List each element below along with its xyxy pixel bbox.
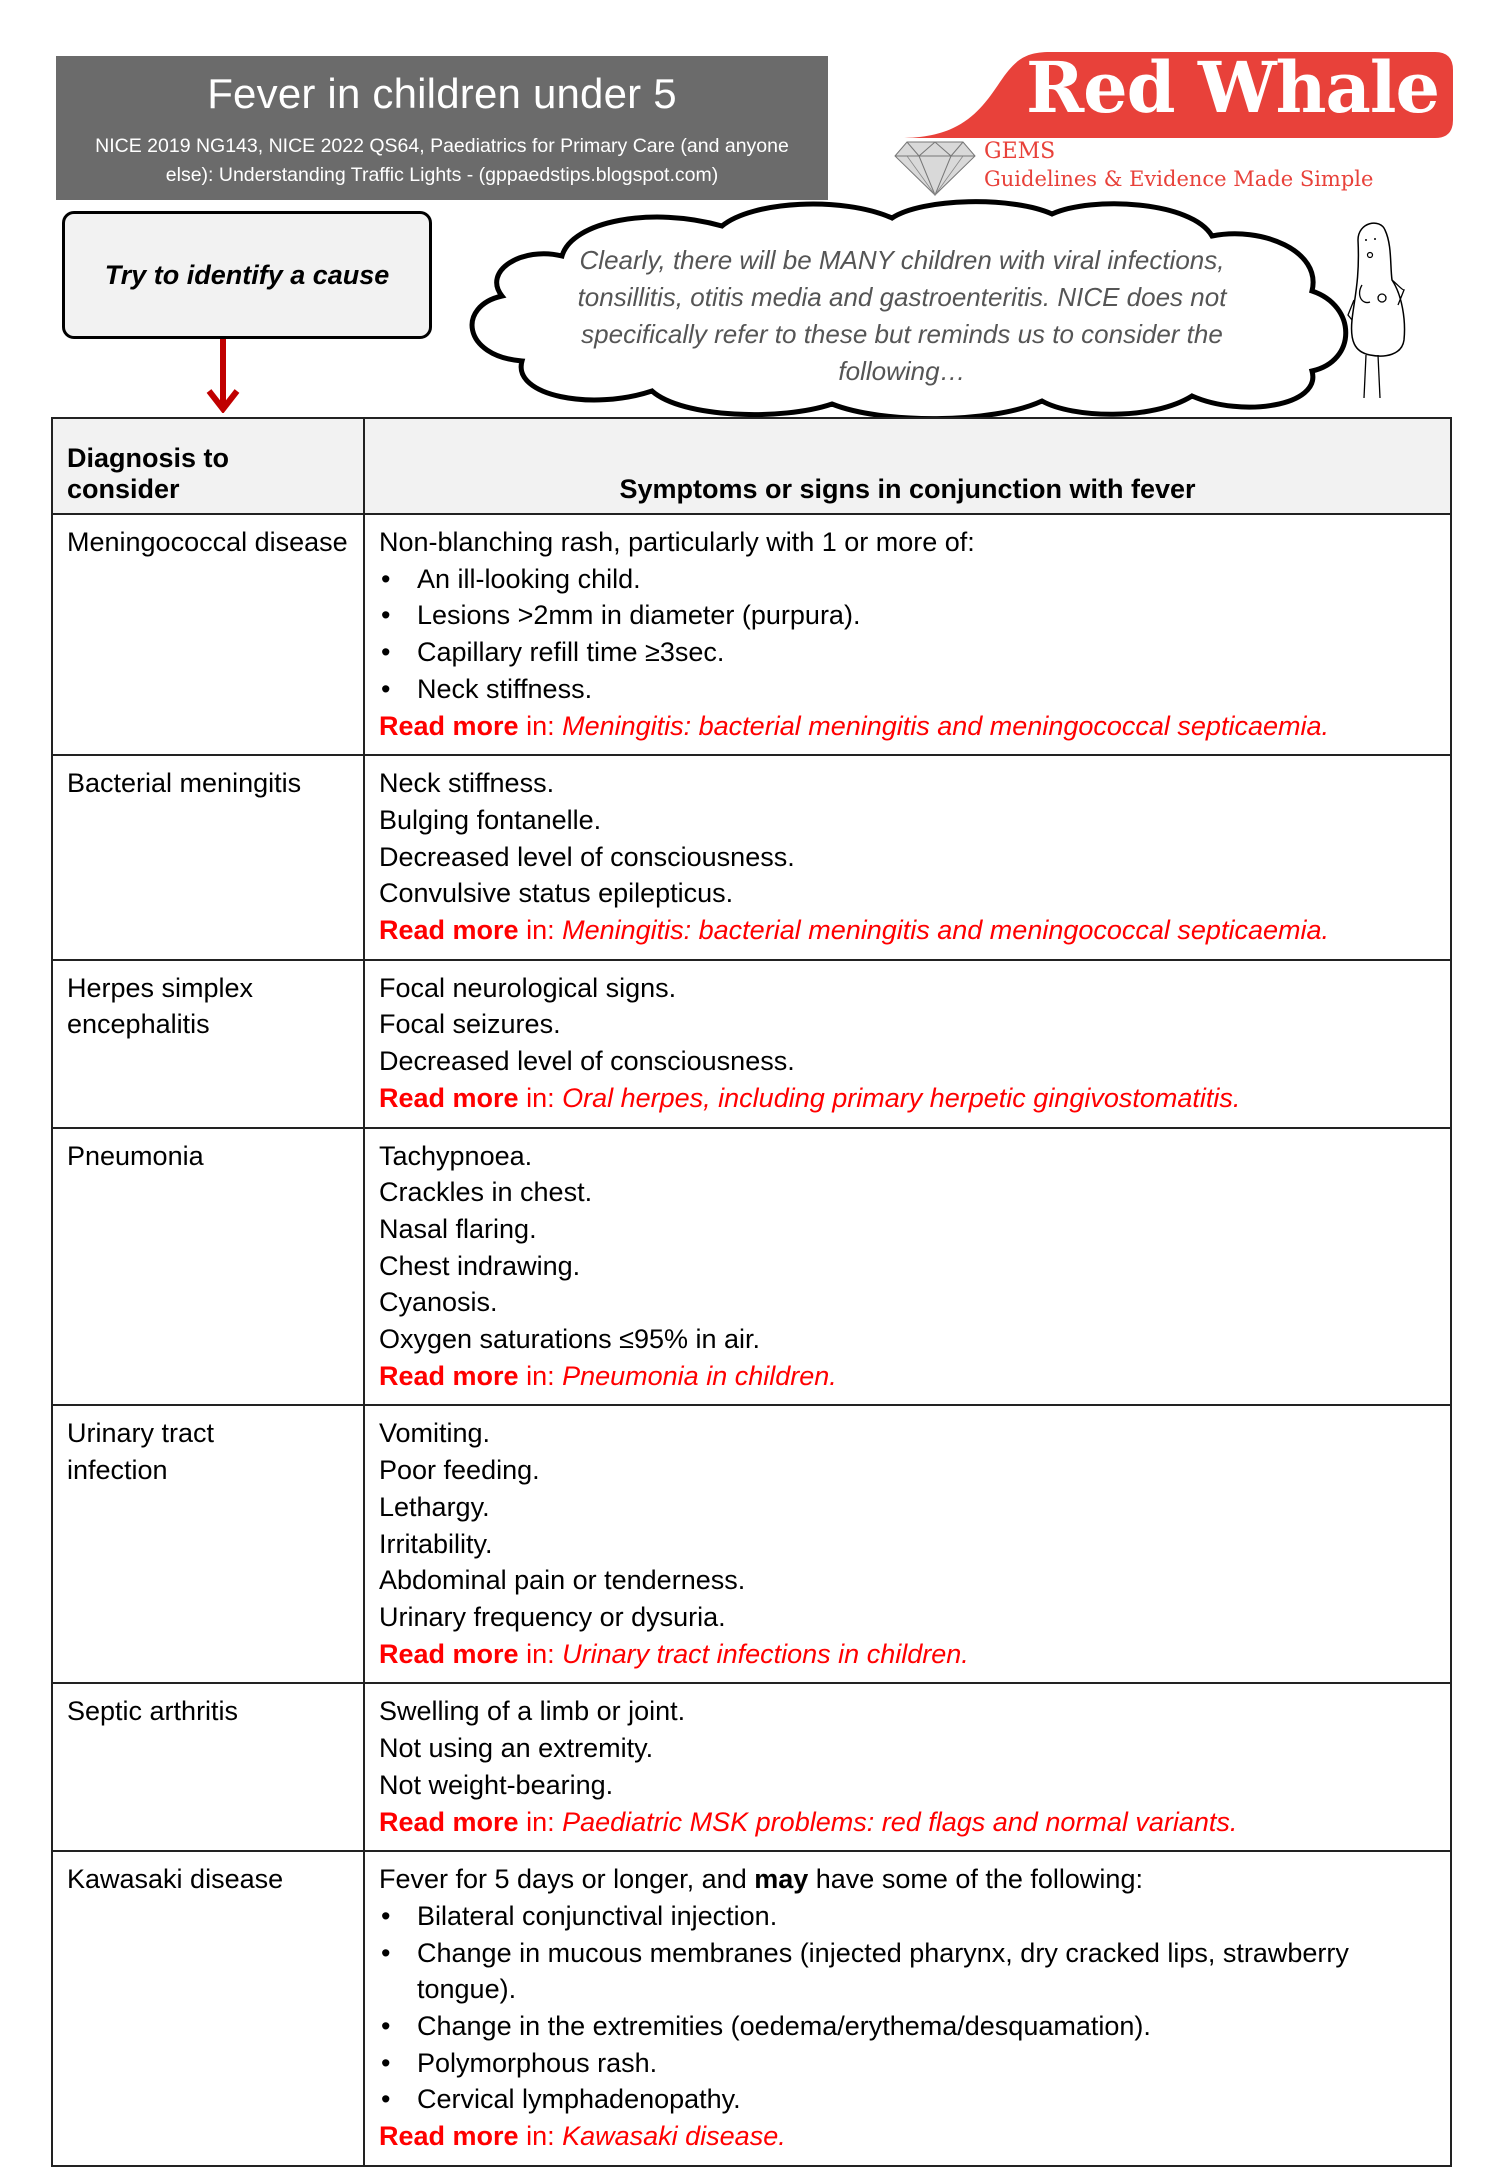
symptom-line: Lethargy. <box>379 1491 490 1522</box>
table-row <box>52 514 1451 755</box>
read-more-in: in: <box>518 1638 563 1669</box>
diagnosis-name: Pneumonia <box>67 1140 204 1171</box>
read-more-link[interactable]: Pneumonia in children. <box>562 1360 837 1391</box>
read-more-line <box>379 912 1436 949</box>
intro-text: Fever for 5 days or longer, and <box>379 1864 755 1895</box>
read-more-line <box>379 1804 1436 1841</box>
cloud-text: Clearly, there will be MANY children with viral infections, tonsillitis, otitis media and gastroenteritis. NICE does not specifically refer to these but reminds us to consider the following… <box>577 245 1227 386</box>
page-subtitle: NICE 2019 NG143, NICE 2022 QS64, Paediatrics for Primary Care (and anyone else): Understanding Traffic Lights - (gppaedstips.blogspot.com) <box>95 135 789 186</box>
symptom-line: Neck stiffness. <box>379 768 555 799</box>
red-whale-logo <box>900 46 1453 138</box>
diagnosis-name: Urinary tract infection <box>67 1418 215 1486</box>
read-more-in: in: <box>518 2121 563 2152</box>
symptom-bullet: • Bilateral conjunctival injection. <box>379 1898 1436 1935</box>
gems-title: GEMS <box>984 139 1056 164</box>
table-row <box>52 1128 1451 1406</box>
symptom-line: Not weight-bearing. <box>379 1769 614 1800</box>
read-more-line <box>379 1358 1436 1395</box>
read-more-line <box>379 708 1436 745</box>
read-more-in: in: <box>518 1360 563 1391</box>
table-header-row <box>52 418 1451 514</box>
read-more-label: Read more <box>379 1360 519 1391</box>
symptom-line: Focal neurological signs. <box>379 972 677 1003</box>
read-more-link[interactable]: Kawasaki disease. <box>562 2121 786 2152</box>
read-more-line <box>379 1080 1436 1117</box>
symptom-bullet: • Change in mucous membranes (injected pharynx, dry cracked lips, strawberry tongue). <box>379 1935 1436 2008</box>
symptom-line: Decreased level of consciousness. <box>379 1046 795 1077</box>
symptom-line: Not using an extremity. <box>379 1733 654 1764</box>
table-row <box>52 1405 1451 1683</box>
diagnosis-name: Meningococcal disease <box>67 527 348 557</box>
symptom-bullet: • Polymorphous rash. <box>379 2045 1436 2082</box>
symptom-line: Urinary frequency or dysuria. <box>379 1601 726 1632</box>
doctor-cartoon-icon <box>1340 220 1430 405</box>
symptom-bullet: • Neck stiffness. <box>379 671 1436 708</box>
read-more-in: in: <box>518 1806 563 1837</box>
read-more-label: Read more <box>379 915 519 946</box>
read-more-in: in: <box>518 710 563 741</box>
read-more-link[interactable]: Paediatric MSK problems: red flags and normal variants. <box>562 1806 1238 1837</box>
symptom-line: Swelling of a limb or joint. <box>379 1696 686 1727</box>
read-more-label: Read more <box>379 2121 519 2152</box>
thought-cloud <box>452 196 1362 421</box>
read-more-label: Read more <box>379 1082 519 1113</box>
diagnosis-name: Kawasaki disease <box>67 1864 284 1895</box>
symptom-line: Nasal flaring. <box>379 1213 537 1244</box>
diagnosis-name: Herpes simplex encephalitis <box>67 972 254 1040</box>
read-more-label: Read more <box>379 1638 519 1669</box>
read-more-label: Read more <box>379 1806 519 1837</box>
diagnosis-name: Septic arthritis <box>67 1696 239 1727</box>
read-more-link[interactable]: Meningitis: bacterial meningitis and meningococcal septicaemia. <box>562 915 1329 946</box>
table-row <box>52 755 1451 960</box>
symptom-bullet: • Cervical lymphadenopathy. <box>379 2081 1436 2118</box>
read-more-label: Read more <box>379 710 519 741</box>
read-more-link[interactable]: Meningitis: bacterial meningitis and meningococcal septicaemia. <box>562 710 1329 741</box>
symptom-line: Cyanosis. <box>379 1287 498 1318</box>
down-arrow-icon <box>206 339 240 413</box>
symptom-line: Poor feeding. <box>379 1455 540 1486</box>
symptom-line: Oxygen saturations ≤95% in air. <box>379 1324 761 1355</box>
diagnosis-table <box>51 417 1452 2167</box>
logo-brand-text: Red Whale <box>1025 46 1439 129</box>
read-more-link[interactable]: Oral herpes, including primary herpetic gingivostomatitis. <box>562 1082 1241 1113</box>
symptom-line: Chest indrawing. <box>379 1250 581 1281</box>
symptom-line: Tachypnoea. <box>379 1140 533 1171</box>
header-diagnosis: Diagnosis to consider <box>52 418 364 514</box>
symptom-line: Irritability. <box>379 1528 493 1559</box>
symptom-line: Abdominal pain or tenderness. <box>379 1565 746 1596</box>
table-row <box>52 1683 1451 1851</box>
read-more-line <box>379 2118 1436 2155</box>
gems-tagline <box>893 138 1453 200</box>
read-more-line <box>379 1636 1436 1673</box>
symptom-intro <box>379 1861 1436 1898</box>
symptom-bullet: • Lesions >2mm in diameter (purpura). <box>379 597 1436 634</box>
page-title: Fever in children under 5 <box>207 70 677 117</box>
symptom-bullet: • Change in the extremities (oedema/erythema/desquamation). <box>379 2008 1436 2045</box>
symptom-line: Bulging fontanelle. <box>379 804 602 835</box>
symptom-bullet: • Capillary refill time ≥3sec. <box>379 634 1436 671</box>
read-more-in: in: <box>518 915 563 946</box>
header-symptoms: Symptoms or signs in conjunction with fever <box>364 418 1451 514</box>
identify-cause-box <box>62 211 432 339</box>
symptom-line: Decreased level of consciousness. <box>379 841 795 872</box>
symptom-line: Vomiting. <box>379 1418 491 1449</box>
read-more-in: in: <box>518 1082 563 1113</box>
symptom-bullet: • An ill-looking child. <box>379 561 1436 598</box>
diagnosis-name: Bacterial meningitis <box>67 768 302 799</box>
symptom-line: Crackles in chest. <box>379 1177 593 1208</box>
read-more-link[interactable]: Urinary tract infections in children. <box>562 1638 969 1669</box>
symptom-line: Focal seizures. <box>379 1009 561 1040</box>
diamond-icon <box>893 138 977 196</box>
intro-text: have some of the following: <box>808 1864 1143 1895</box>
symptom-line: Convulsive status epilepticus. <box>379 878 734 909</box>
gems-subtitle: Guidelines & Evidence Made Simple <box>984 167 1374 191</box>
title-banner <box>56 56 828 200</box>
table-row <box>52 960 1451 1128</box>
intro-emphasis: may <box>754 1864 809 1895</box>
table-row <box>52 1851 1451 2166</box>
symptom-intro: Non-blanching rash, particularly with 1 or more of: <box>379 527 975 557</box>
identify-cause-label: Try to identify a cause <box>104 259 390 290</box>
